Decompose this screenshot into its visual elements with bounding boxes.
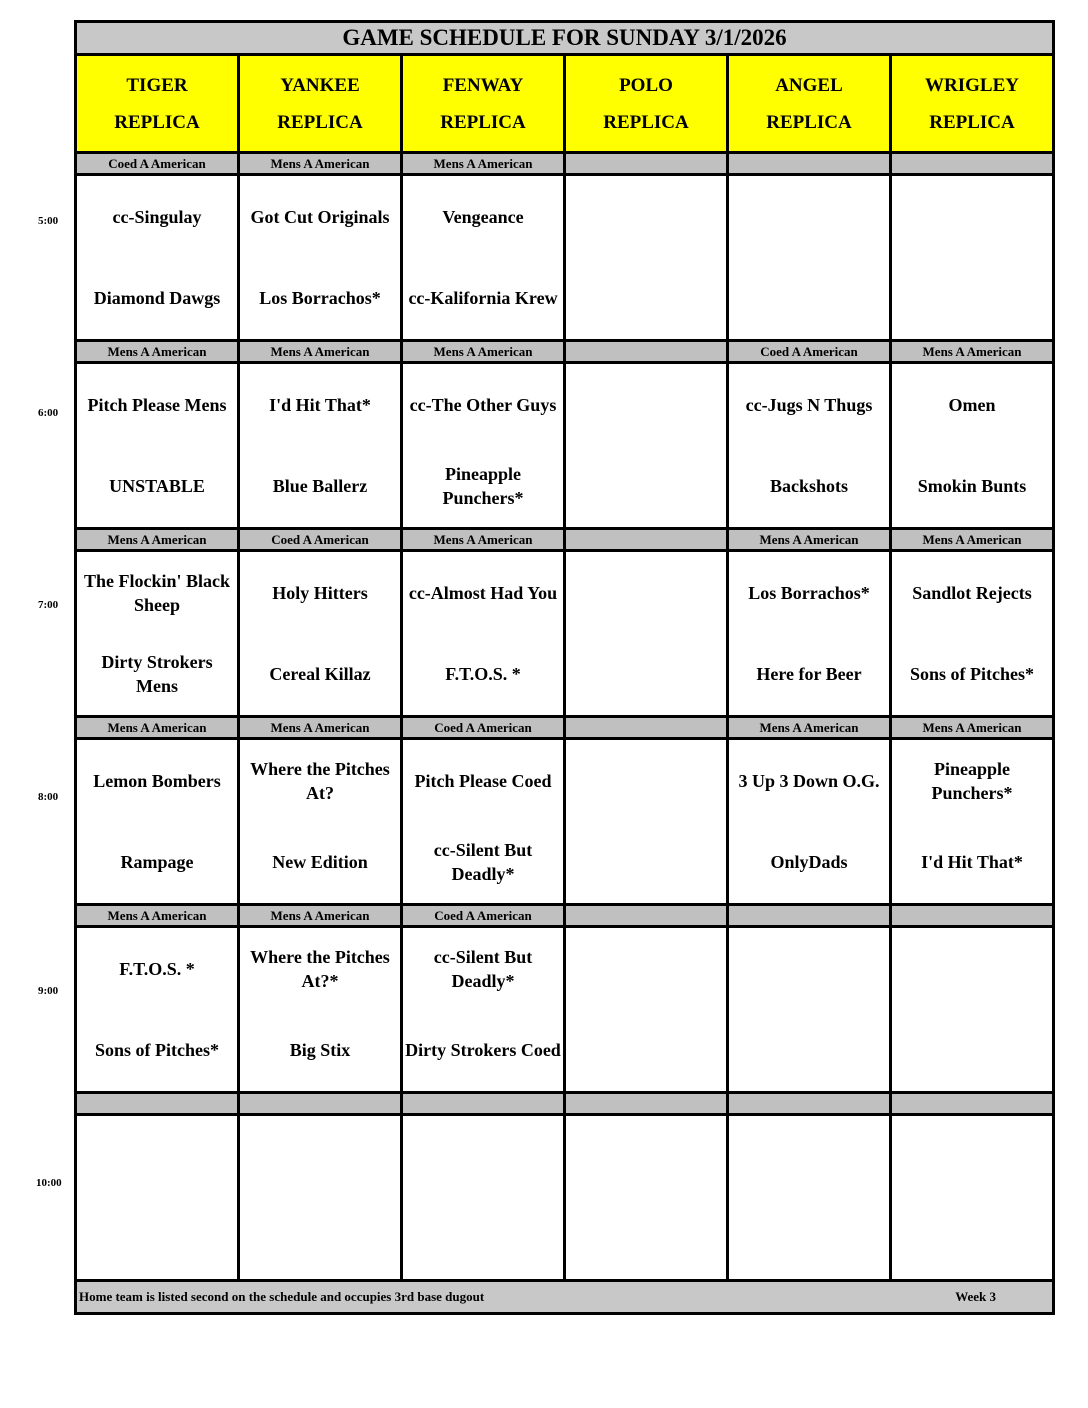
- division-row: [76, 905, 1054, 927]
- game-row: [76, 1115, 1054, 1281]
- division-label: Mens A American: [402, 529, 565, 551]
- away-team: [566, 176, 726, 258]
- division-label: [239, 1093, 402, 1115]
- title-row: [76, 22, 1054, 55]
- home-team: Los Borrachos*: [259, 288, 381, 309]
- away-team: Where the Pitches At?: [250, 758, 390, 803]
- field-name: WRIGLEY: [925, 74, 1019, 96]
- game-cell: [76, 927, 239, 1093]
- division-label: [728, 1093, 891, 1115]
- division-label: Coed A American: [402, 717, 565, 739]
- schedule-table: [74, 20, 1055, 1315]
- game-cell: [76, 1115, 239, 1281]
- game-cell: [402, 175, 565, 341]
- home-team: Sons of Pitches*: [909, 664, 1034, 685]
- game-cell: [402, 1115, 565, 1281]
- away-team: cc-Singulay: [112, 206, 202, 227]
- game-cell: [402, 739, 565, 905]
- home-team: [566, 1010, 726, 1092]
- field-name: POLO: [619, 74, 673, 96]
- game-cell: [891, 927, 1054, 1093]
- home-team: Diamond Dawgs: [93, 288, 221, 309]
- division-label: Mens A American: [76, 905, 239, 927]
- field-header-yankee: [239, 55, 402, 153]
- away-team: cc-The Other Guys: [409, 394, 557, 415]
- division-label: Mens A American: [76, 529, 239, 551]
- away-team: [892, 1116, 1052, 1198]
- time-label: 9:00: [38, 985, 59, 997]
- away-team: Sandlot Rejects: [912, 582, 1032, 603]
- field-subtitle: REPLICA: [929, 111, 1015, 133]
- away-team: Vengeance: [442, 206, 524, 227]
- field-header-angel: [728, 55, 891, 153]
- game-cell: [402, 551, 565, 717]
- division-label: Coed A American: [76, 153, 239, 175]
- away-team: The Flockin' Black Sheep: [83, 570, 231, 615]
- time-label: 6:00: [38, 407, 59, 419]
- time-column: [0, 0, 74, 1408]
- home-team: [566, 634, 726, 716]
- division-row: [76, 717, 1054, 739]
- field-name: YANKEE: [280, 74, 360, 96]
- away-team: Got Cut Originals: [250, 206, 390, 227]
- away-team: Holy Hitters: [272, 582, 368, 603]
- home-team: Backshots: [769, 476, 849, 497]
- home-team: Dirty Strokers Coed: [405, 1040, 561, 1061]
- division-label: Mens A American: [239, 905, 402, 927]
- division-row: [76, 1093, 1054, 1115]
- division-label: [891, 153, 1054, 175]
- game-cell: [565, 1115, 728, 1281]
- home-team: Smokin Bunts: [917, 476, 1027, 497]
- game-row: [76, 739, 1054, 905]
- division-label: Mens A American: [891, 529, 1054, 551]
- home-team: New Edition: [272, 852, 368, 873]
- home-team: I'd Hit That*: [921, 852, 1023, 873]
- game-cell: [239, 363, 402, 529]
- game-cell: [239, 1115, 402, 1281]
- home-team: UNSTABLE: [109, 476, 205, 497]
- game-cell: [565, 551, 728, 717]
- division-label: [728, 153, 891, 175]
- game-cell: [239, 551, 402, 717]
- division-label: [402, 1093, 565, 1115]
- field-header-tiger: [76, 55, 239, 153]
- away-team: [566, 364, 726, 446]
- division-label: [891, 905, 1054, 927]
- home-team: Pineapple Punchers*: [442, 464, 524, 509]
- field-header-wrigley: [891, 55, 1054, 153]
- field-subtitle: REPLICA: [603, 111, 689, 133]
- game-cell: [728, 363, 891, 529]
- game-cell: [239, 175, 402, 341]
- away-team: Where the Pitches At?*: [250, 946, 390, 991]
- division-label: [728, 905, 891, 927]
- away-team: [566, 740, 726, 822]
- away-team: Pitch Please Coed: [414, 770, 552, 791]
- division-row: [76, 153, 1054, 175]
- week-label: Week 3: [955, 1289, 996, 1304]
- time-label: 10:00: [36, 1177, 62, 1189]
- footer-row: [76, 1281, 1054, 1314]
- away-team: cc-Almost Had You: [408, 582, 558, 603]
- away-team: Lemon Bombers: [93, 770, 221, 791]
- away-team: Pineapple Punchers*: [931, 758, 1013, 803]
- division-label: [565, 1093, 728, 1115]
- home-team: [729, 1198, 889, 1280]
- game-cell: [891, 1115, 1054, 1281]
- division-label: [565, 341, 728, 363]
- division-label: Mens A American: [402, 153, 565, 175]
- game-cell: [76, 551, 239, 717]
- division-label: Mens A American: [891, 717, 1054, 739]
- away-team: Omen: [948, 394, 996, 415]
- away-team: Pitch Please Mens: [87, 394, 227, 415]
- game-cell: [891, 175, 1054, 341]
- game-cell: [891, 739, 1054, 905]
- home-team: Rampage: [120, 852, 194, 873]
- away-team: [729, 928, 889, 1010]
- division-label: Mens A American: [402, 341, 565, 363]
- away-team: [892, 176, 1052, 258]
- game-row: [76, 363, 1054, 529]
- footer-note: Home team is listed second on the schedule and occupies 3rd base dugout: [79, 1289, 485, 1304]
- home-team: F.T.O.S. *: [445, 664, 521, 685]
- game-cell: [239, 927, 402, 1093]
- field-header-row: [76, 55, 1054, 153]
- division-label: Coed A American: [728, 341, 891, 363]
- away-team: [403, 1116, 563, 1198]
- game-cell: [565, 739, 728, 905]
- footer: [76, 1281, 1054, 1314]
- game-cell: [239, 739, 402, 905]
- home-team: [566, 1198, 726, 1280]
- division-label: Mens A American: [239, 153, 402, 175]
- away-team: Los Borrachos*: [748, 582, 870, 603]
- home-team: [566, 258, 726, 340]
- home-team: [892, 1010, 1052, 1092]
- home-team: [240, 1198, 400, 1280]
- division-label: Mens A American: [728, 529, 891, 551]
- division-label: Mens A American: [239, 341, 402, 363]
- field-subtitle: REPLICA: [277, 111, 363, 133]
- away-team: [892, 928, 1052, 1010]
- game-row: [76, 175, 1054, 341]
- game-cell: [402, 927, 565, 1093]
- game-cell: [565, 927, 728, 1093]
- field-header-polo: [565, 55, 728, 153]
- away-team: [566, 928, 726, 1010]
- division-label: Mens A American: [76, 717, 239, 739]
- field-subtitle: REPLICA: [440, 111, 526, 133]
- home-team: cc-Kalifornia Krew: [408, 288, 558, 309]
- division-row: [76, 341, 1054, 363]
- game-cell: [728, 739, 891, 905]
- field-subtitle: REPLICA: [114, 111, 200, 133]
- division-row: [76, 529, 1054, 551]
- home-team: [729, 258, 889, 340]
- time-label: 5:00: [38, 215, 59, 227]
- division-label: Mens A American: [239, 717, 402, 739]
- away-team: [77, 1116, 237, 1198]
- home-team: [729, 1010, 889, 1092]
- home-team: Here for Beer: [756, 664, 862, 685]
- game-cell: [402, 363, 565, 529]
- page-title: GAME SCHEDULE FOR SUNDAY 3/1/2026: [76, 22, 1054, 55]
- time-label: 7:00: [38, 599, 59, 611]
- game-cell: [891, 363, 1054, 529]
- away-team: [240, 1116, 400, 1198]
- away-team: 3 Up 3 Down O.G.: [738, 770, 880, 791]
- game-cell: [76, 175, 239, 341]
- game-cell: [565, 175, 728, 341]
- division-label: Mens A American: [728, 717, 891, 739]
- game-cell: [76, 739, 239, 905]
- away-team: [566, 552, 726, 634]
- division-label: [565, 717, 728, 739]
- field-name: FENWAY: [442, 74, 524, 96]
- home-team: [892, 1198, 1052, 1280]
- division-label: [76, 1093, 239, 1115]
- away-team: cc-Silent But Deadly*: [433, 946, 533, 991]
- division-label: [565, 905, 728, 927]
- away-team: [729, 1116, 889, 1198]
- home-team: OnlyDads: [770, 852, 848, 873]
- division-label: Mens A American: [76, 341, 239, 363]
- home-team: cc-Silent But Deadly*: [433, 840, 533, 885]
- game-cell: [728, 1115, 891, 1281]
- field-subtitle: REPLICA: [766, 111, 852, 133]
- home-team: Dirty Strokers Mens: [101, 652, 213, 697]
- division-label: Coed A American: [402, 905, 565, 927]
- home-team: Sons of Pitches*: [94, 1040, 219, 1061]
- game-cell: [565, 363, 728, 529]
- division-label: [565, 529, 728, 551]
- division-label: Coed A American: [239, 529, 402, 551]
- field-name: TIGER: [126, 74, 188, 96]
- away-team: cc-Jugs N Thugs: [745, 394, 873, 415]
- home-team: [892, 258, 1052, 340]
- away-team: I'd Hit That*: [269, 394, 371, 415]
- game-row: [76, 927, 1054, 1093]
- division-label: [891, 1093, 1054, 1115]
- home-team: [403, 1198, 563, 1280]
- away-team: [566, 1116, 726, 1198]
- game-cell: [728, 551, 891, 717]
- game-cell: [728, 927, 891, 1093]
- field-header-fenway: [402, 55, 565, 153]
- game-row: [76, 551, 1054, 717]
- game-cell: [76, 363, 239, 529]
- game-cell: [891, 551, 1054, 717]
- away-team: [729, 176, 889, 258]
- division-label: [565, 153, 728, 175]
- home-team: Cereal Killaz: [269, 664, 371, 685]
- game-cell: [728, 175, 891, 341]
- away-team: F.T.O.S. *: [119, 958, 195, 979]
- home-team: [77, 1198, 237, 1280]
- home-team: [566, 446, 726, 528]
- time-label: 8:00: [38, 791, 59, 803]
- home-team: Blue Ballerz: [272, 476, 368, 497]
- division-label: Mens A American: [891, 341, 1054, 363]
- home-team: [566, 822, 726, 904]
- field-name: ANGEL: [775, 74, 843, 96]
- home-team: Big Stix: [289, 1040, 351, 1061]
